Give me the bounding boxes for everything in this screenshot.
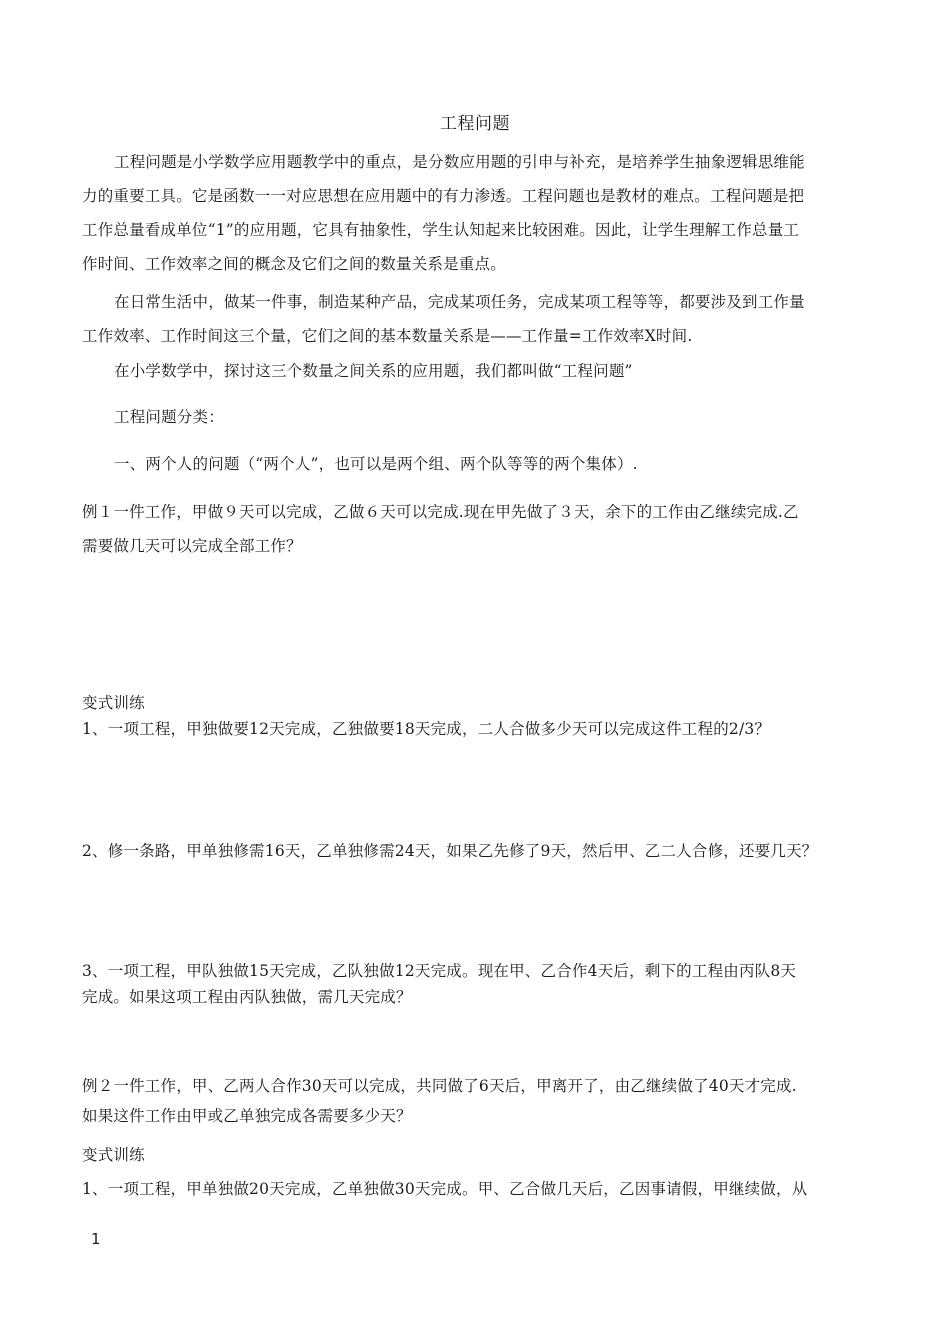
practice-question-2: 2、修一条路，甲单独修需16天，乙单独修需24天，如果乙先修了9天，然后甲、乙二人合修，还要几天？ (82, 842, 818, 860)
practice-question-3-line: 3、一项工程，甲队独做15天完成，乙队独做12天完成。现在甲、乙合作4天后，剩下的工程由丙队8天 (82, 962, 797, 980)
intro-line: 作时间、工作效率之间的概念及它们之间的数量关系是重点。 (82, 255, 506, 273)
document-title: 工程问题 (440, 114, 510, 134)
practice-question-3-line: 完成。如果这项工程由丙队独做，需几天完成？ (82, 988, 412, 1006)
intro-line: 工程问题是小学数学应用题教学中的重点，是分数应用题的引申与补充，是培养学生抽象逻辑思维能 (114, 153, 805, 171)
daily-life-line: 在日常生活中，做某一件事，制造某种产品，完成某项任务，完成某项工程等等，都要涉及到工作量 (114, 293, 805, 311)
practice-question-1: 1、一项工程，甲单独做20天完成，乙单独做30天完成。甲、乙合做几天后，乙因事请假，甲继续做，从 (82, 1180, 808, 1198)
example-2-line: 如果这件工作由甲或乙单独完成各需要多少天？ (82, 1107, 412, 1125)
example-1-line: 需要做几天可以完成全部工作？ (82, 537, 302, 555)
intro-line: 工作总量看成单位“1”的应用题，它具有抽象性，学生认知起来比较困难。因此，让学生理解工作总量工 (82, 221, 800, 239)
practice-question-1: 1、一项工程，甲独做要12天完成，乙独做要18天完成，二人合做多少天可以完成这件工程的2/3？ (82, 720, 771, 738)
daily-life-line: 工作效率、工作时间这三个量，它们之间的基本数量关系是——工作量=工作效率Χ时间. (82, 327, 693, 345)
example-2-line: 例２一件工作，甲、乙两人合作30天可以完成，共同做了6天后，甲离开了，由乙继续做了40天才完成. (82, 1077, 797, 1095)
page-number: 1 (91, 1230, 101, 1248)
example-1-line: 例１一件工作，甲做９天可以完成，乙做６天可以完成.现在甲先做了３天，余下的工作由乙继续完成.乙 (82, 503, 799, 521)
category-one-heading: 一、两个人的问题（“两个人”，也可以是两个组、两个队等等的两个集体）. (114, 455, 638, 473)
classification-heading: 工程问题分类： (114, 408, 224, 426)
practice-heading: 变式训练 (82, 694, 145, 712)
intro-line: 力的重要工具。它是函数一一对应思想在应用题中的有力渗透。工程问题也是教材的难点。工程问题是把 (82, 187, 805, 205)
practice-heading: 变式训练 (82, 1146, 145, 1164)
definition-text: 在小学数学中，探讨这三个数量之间关系的应用题，我们都叫做“工程问题” (114, 362, 633, 380)
